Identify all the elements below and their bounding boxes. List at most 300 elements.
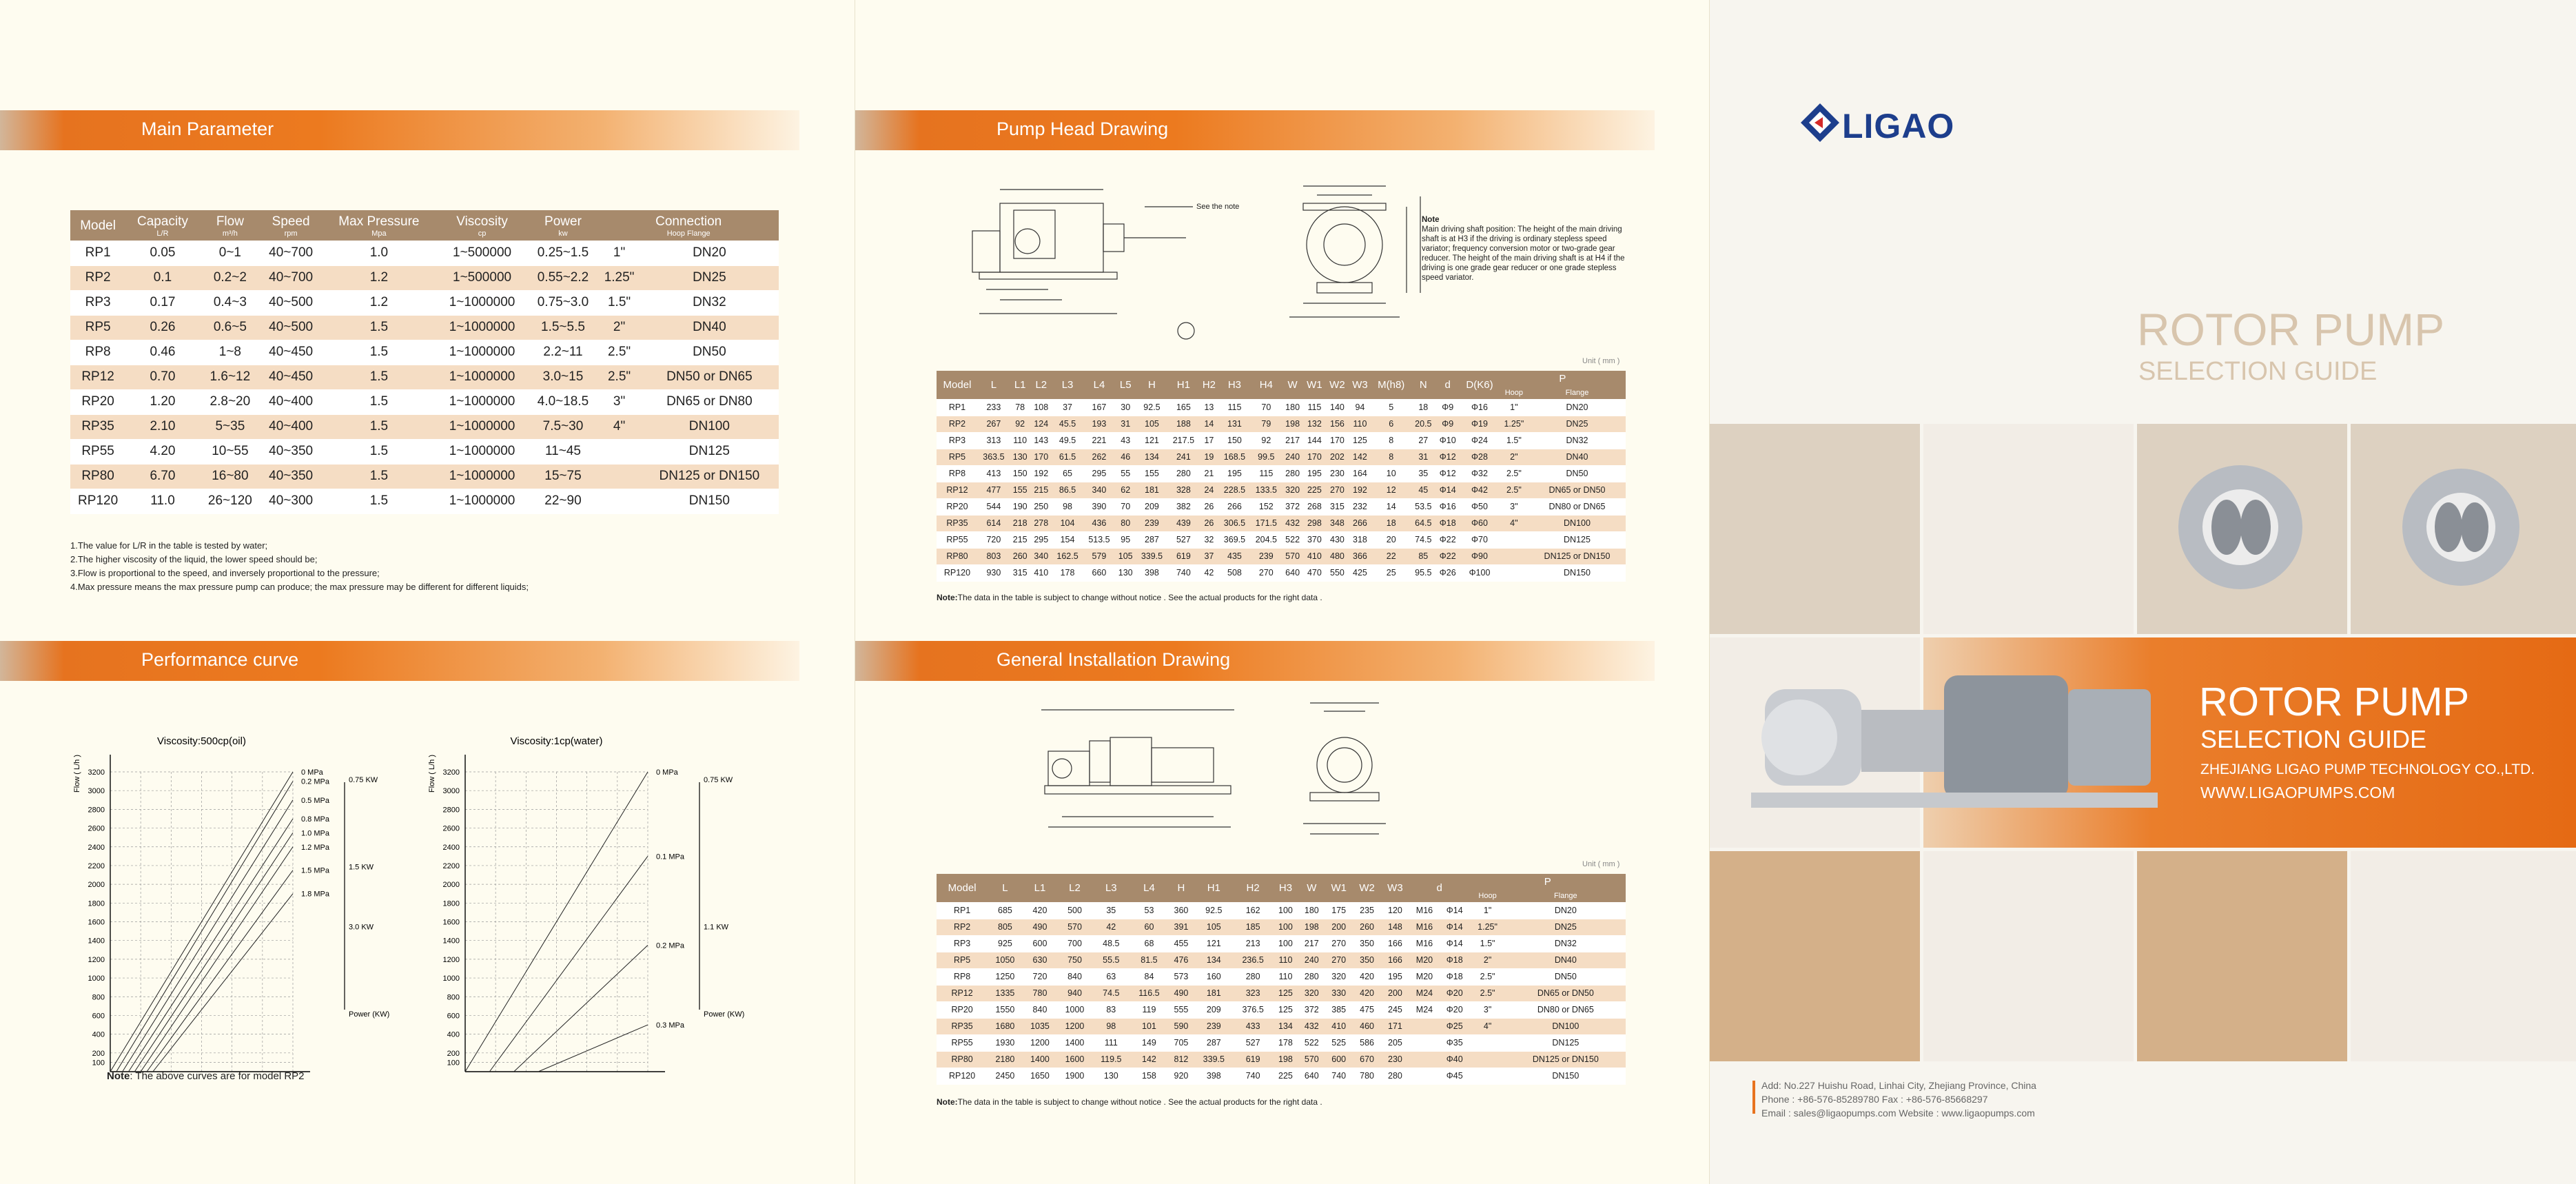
table-cell: 155	[1010, 482, 1031, 498]
pump-photo-tile	[1923, 424, 2134, 634]
table-cell: 215	[1010, 531, 1031, 548]
table-cell: 250	[1030, 498, 1052, 515]
table-header: L	[988, 874, 1023, 902]
table-cell: 1~1000000	[437, 365, 528, 389]
table-cell: 213	[1234, 935, 1273, 952]
drawing-note	[1422, 215, 1628, 283]
table-cell: 99.5	[1250, 449, 1282, 465]
y-tick-label: 1600	[442, 918, 460, 927]
table-cell: 215	[1030, 482, 1052, 498]
table-cell: 803	[978, 548, 1010, 564]
table-cell: 241	[1167, 449, 1199, 465]
table-header: W2	[1353, 874, 1381, 902]
table-cell: 192	[1349, 482, 1371, 498]
table-cell: 192	[1030, 465, 1052, 482]
table-cell: RP1	[937, 399, 978, 416]
table-cell: RP12	[70, 365, 125, 389]
table-cell: 812	[1168, 1051, 1194, 1068]
table-cell: 270	[1326, 482, 1349, 498]
table-cell: DN100	[1506, 1018, 1626, 1034]
y-tick-label: 1000	[88, 974, 105, 983]
table-cell: 4.20	[125, 439, 200, 464]
table-cell: 570	[1298, 1051, 1325, 1068]
table-header: L4	[1083, 371, 1115, 399]
table-cell: 130	[1010, 449, 1031, 465]
table-cell: 74.5	[1411, 531, 1435, 548]
section-title: Pump Head Drawing	[996, 119, 1169, 139]
table-cell: 460	[1353, 1018, 1381, 1034]
table-cell: 200	[1381, 985, 1409, 1001]
table-cell: 1035	[1023, 1018, 1058, 1034]
table-cell: DN150	[1529, 564, 1626, 581]
table-cell: 360	[1168, 902, 1194, 919]
table-cell: 217	[1282, 432, 1303, 449]
table-cell: 260	[1353, 919, 1381, 935]
table-cell: DN32	[1529, 432, 1626, 449]
pump-head-note	[937, 593, 1322, 602]
table-cell: 162	[1234, 902, 1273, 919]
installation-table	[937, 874, 1626, 1085]
table-cell: RP120	[937, 564, 978, 581]
table-cell: DN150	[640, 489, 779, 513]
y-tick-label: 400	[447, 1030, 460, 1039]
table-cell: 369.5	[1218, 531, 1250, 548]
unit-label: Unit ( mm )	[1582, 860, 1620, 868]
table-cell: 84	[1130, 968, 1168, 985]
table-cell: 40~350	[260, 464, 321, 489]
table-cell	[1469, 1068, 1505, 1084]
table-cell: 262	[1083, 449, 1115, 465]
table-header: L2	[1057, 874, 1092, 902]
header-unit: Hoop Flange	[666, 229, 711, 238]
table-cell: 53.5	[1411, 498, 1435, 515]
cover-panel	[1709, 0, 2576, 1184]
company-name: ZHEJIANG LIGAO PUMP TECHNOLOGY CO.,LTD.	[2200, 762, 2535, 777]
table-cell: 26~120	[200, 489, 260, 513]
y-tick-label: 3000	[442, 787, 460, 796]
table-cell: 70	[1250, 399, 1282, 416]
table-header: W	[1298, 874, 1325, 902]
table-cell: 65	[1052, 465, 1083, 482]
table-cell: 1400	[1057, 1034, 1092, 1051]
performance-charts	[69, 731, 841, 1075]
table-cell: Φ10	[1435, 432, 1460, 449]
table-cell: 1.20	[125, 389, 200, 414]
table-cell: 111	[1092, 1034, 1130, 1051]
table-cell: 363.5	[978, 449, 1010, 465]
table-cell: RP1	[937, 902, 988, 919]
table-cell: 614	[978, 515, 1010, 531]
table-row	[937, 985, 1626, 1001]
table-cell: 1~1000000	[437, 340, 528, 365]
power-label: Power (KW)	[704, 1010, 745, 1019]
table-cell: Φ14	[1435, 482, 1460, 498]
table-cell: 600	[1023, 935, 1058, 952]
phone: Phone : +86-576-85289780 Fax : +86-576-85668297	[1761, 1094, 1988, 1105]
table-cell: M24	[1409, 985, 1440, 1001]
table-header	[260, 210, 321, 241]
y-tick-label: 1000	[442, 974, 460, 983]
table-cell: 171	[1381, 1018, 1409, 1034]
table-cell: 0.4~3	[200, 290, 260, 315]
table-cell: 63	[1092, 968, 1130, 985]
table-header: H4	[1250, 371, 1282, 399]
table-cell: 148	[1381, 919, 1409, 935]
table-cell: 20.5	[1411, 416, 1435, 432]
table-cell: 280	[1381, 1068, 1409, 1084]
table-cell: RP80	[937, 1051, 988, 1068]
table-cell	[1469, 1051, 1505, 1068]
header-label: Flow	[216, 214, 244, 229]
y-tick-label: 2400	[442, 843, 460, 852]
table-cell: 2.5"	[1500, 482, 1529, 498]
table-cell: 1.2	[321, 290, 436, 315]
table-cell: 435	[1218, 548, 1250, 564]
table-cell: 640	[1282, 564, 1303, 581]
table-cell: 1"	[598, 241, 640, 265]
table-cell: 14	[1199, 416, 1218, 432]
table-cell: 1~1000000	[437, 290, 528, 315]
table-cell: 125	[1273, 1001, 1299, 1018]
table-header: H	[1136, 371, 1168, 399]
header-unit: L/R	[156, 229, 169, 238]
table-cell: 287	[1136, 531, 1168, 548]
table-subheader: Flange	[1506, 890, 1626, 902]
table-cell: 1.5	[321, 414, 436, 439]
series-line	[141, 847, 293, 1072]
table-cell	[1500, 531, 1529, 548]
table-cell: 0.05	[125, 241, 200, 265]
table-cell: 2.2~11	[528, 340, 599, 365]
table-cell: 1.5	[321, 464, 436, 489]
table-cell: 2.5"	[1500, 465, 1529, 482]
pump-head-drawing-header	[855, 110, 1655, 150]
table-header: D(K6)	[1460, 371, 1500, 399]
table-cell: 740	[1167, 564, 1199, 581]
table-header: W	[1282, 371, 1303, 399]
table-cell: 339.5	[1136, 548, 1168, 564]
header-label: Power	[544, 214, 582, 229]
table-cell: Φ32	[1460, 465, 1500, 482]
table-row	[70, 315, 779, 340]
table-row	[937, 902, 1626, 919]
table-cell: 1.2	[321, 265, 436, 290]
table-cell: 105	[1136, 416, 1168, 432]
table-header-row	[937, 874, 1626, 890]
main-parameter-header	[0, 110, 799, 150]
table-cell: 4.0~18.5	[528, 389, 599, 414]
table-row	[937, 564, 1626, 581]
cover-title-light: ROTOR PUMP	[2137, 304, 2445, 355]
table-cell: 92.5	[1194, 902, 1234, 919]
note-label: Note:	[937, 1097, 958, 1107]
table-row	[937, 1001, 1626, 1018]
table-cell: 4"	[1500, 515, 1529, 531]
table-cell: 239	[1250, 548, 1282, 564]
table-cell: 168.5	[1218, 449, 1250, 465]
table-cell: 268	[1303, 498, 1326, 515]
y-tick-label: 2200	[442, 861, 460, 870]
table-cell: 1~1000000	[437, 464, 528, 489]
performance-curve-header	[0, 641, 799, 681]
table-cell: Φ19	[1460, 416, 1500, 432]
series-line	[129, 819, 294, 1072]
table-cell: 142	[1349, 449, 1371, 465]
note-line: 3.Flow is proportional to the speed, and inversely proportional to the pressure;	[70, 568, 380, 578]
table-cell: 49.5	[1052, 432, 1083, 449]
chart-title: Viscosity:500cp(oil)	[157, 735, 246, 747]
table-cell: 1~1000000	[437, 489, 528, 513]
table-header: P	[1469, 874, 1626, 890]
table-cell: 178	[1052, 564, 1083, 581]
note-line: 2.The higher viscosity of the liquid, the lower speed should be;	[70, 554, 318, 564]
table-cell: 31	[1115, 416, 1136, 432]
table-cell: Φ20	[1440, 1001, 1469, 1018]
table-cell: 200	[1325, 919, 1353, 935]
y-tick-label: 1800	[88, 899, 105, 908]
table-header	[321, 210, 436, 241]
table-header: L1	[1023, 874, 1058, 902]
table-cell: 1.0	[321, 241, 436, 265]
table-cell: 439	[1167, 515, 1199, 531]
power-label: Power (KW)	[349, 1010, 390, 1019]
table-cell: 225	[1303, 482, 1326, 498]
y-tick-label: 2200	[88, 861, 105, 870]
table-cell: RP35	[937, 1018, 988, 1034]
table-cell: 3"	[1500, 498, 1529, 515]
pump-product-photo	[1724, 606, 2171, 868]
table-cell: 235	[1353, 902, 1381, 919]
table-cell: RP20	[937, 1001, 988, 1018]
header-unit: m³/h	[222, 229, 238, 238]
table-cell: 13	[1199, 399, 1218, 416]
table-cell: 372	[1282, 498, 1303, 515]
table-cell: 150	[1218, 432, 1250, 449]
table-cell: DN125	[1506, 1034, 1626, 1051]
table-cell: 925	[988, 935, 1023, 952]
table-cell: 188	[1167, 416, 1199, 432]
note-text: Main driving shaft position: The height of the main driving shaft is at H3 if the driving is ordinary stepless speed variator; frequency conversion motor or two-grade gear reducer. The height of the main driving shaft is at H4 if the driving is one grade gear reducer or one grade stepless speed variator.	[1422, 225, 1625, 282]
table-cell: 152	[1250, 498, 1282, 515]
table-cell: 98	[1092, 1018, 1130, 1034]
table-cell: 1680	[988, 1018, 1023, 1034]
table-cell: 20	[1371, 531, 1411, 548]
table-cell: RP55	[70, 439, 125, 464]
table-row	[937, 449, 1626, 465]
header-label: Max Pressure	[338, 214, 420, 229]
table-row	[937, 531, 1626, 548]
table-cell: 45	[1411, 482, 1435, 498]
drawing-panel	[855, 0, 1709, 1184]
table-cell: 8	[1371, 449, 1411, 465]
table-header	[598, 210, 779, 241]
table-cell: 155	[1136, 465, 1168, 482]
series-line	[465, 772, 648, 1072]
y-tick-label: 100	[92, 1059, 105, 1068]
table-cell: 105	[1194, 919, 1234, 935]
table-header: d	[1409, 874, 1470, 902]
table-cell: 410	[1303, 548, 1326, 564]
table-cell: 221	[1083, 432, 1115, 449]
table-cell	[1500, 564, 1529, 581]
table-cell: 0~1	[200, 241, 260, 265]
series-line	[153, 894, 293, 1072]
table-cell: 125	[1349, 432, 1371, 449]
table-cell: 740	[1325, 1068, 1353, 1084]
table-cell: 2180	[988, 1051, 1023, 1068]
table-cell: 85	[1411, 548, 1435, 564]
table-cell: Φ90	[1460, 548, 1500, 564]
series-label: 0.3 MPa	[656, 1021, 684, 1030]
table-cell: Φ22	[1435, 531, 1460, 548]
table-cell: Φ12	[1435, 449, 1460, 465]
table-cell: 19	[1199, 449, 1218, 465]
table-cell	[1409, 1051, 1440, 1068]
table-cell: 1~1000000	[437, 414, 528, 439]
y-tick-label: 2400	[88, 843, 105, 852]
table-cell: 410	[1030, 564, 1052, 581]
y-tick-label: 1400	[442, 937, 460, 946]
table-cell: 2"	[1469, 952, 1505, 968]
table-header-row	[937, 371, 1626, 387]
table-row	[937, 432, 1626, 449]
table-cell: 280	[1282, 465, 1303, 482]
y-tick-label: 2600	[442, 824, 460, 833]
table-cell: 376.5	[1234, 1001, 1273, 1018]
table-row	[70, 439, 779, 464]
table-cell: 2.5"	[598, 365, 640, 389]
header-label: Viscosity	[456, 214, 508, 229]
table-cell: Φ9	[1435, 399, 1460, 416]
table-cell: DN25	[1506, 919, 1626, 935]
table-row	[937, 482, 1626, 498]
table-cell: 660	[1083, 564, 1115, 581]
table-cell: 350	[1353, 935, 1381, 952]
table-cell: 579	[1083, 548, 1115, 564]
table-cell: 1.25"	[1469, 919, 1505, 935]
table-cell: 0.75~3.0	[528, 290, 599, 315]
table-cell: 60	[1130, 919, 1168, 935]
table-cell: 2.5"	[598, 340, 640, 365]
table-cell: DN50 or DN65	[640, 365, 779, 389]
note-label: Note:	[937, 593, 958, 602]
logo-text: LIGAO	[1842, 107, 1955, 145]
table-cell: DN20	[1529, 399, 1626, 416]
table-cell: 119.5	[1092, 1051, 1130, 1068]
y-axis-label: Flow ( L/h )	[73, 754, 81, 793]
see-note-label: See the note	[1196, 203, 1240, 211]
header-unit: kw	[558, 229, 568, 238]
contact-info	[1761, 1079, 2036, 1120]
table-cell: 390	[1083, 498, 1115, 515]
table-cell: 3.0~15	[528, 365, 599, 389]
table-cell: 35	[1411, 465, 1435, 482]
table-cell: DN50	[1506, 968, 1626, 985]
table-cell: 700	[1057, 935, 1092, 952]
installation-drawing-header	[855, 641, 1655, 681]
table-cell: 40~700	[260, 265, 321, 290]
table-header: H2	[1234, 874, 1273, 902]
table-cell: 1650	[1023, 1068, 1058, 1084]
table-cell: 80	[1115, 515, 1136, 531]
table-header: W2	[1326, 371, 1349, 399]
table-cell: 586	[1353, 1034, 1381, 1051]
table-cell: DN25	[1529, 416, 1626, 432]
table-cell: 4"	[598, 414, 640, 439]
pump-photo-tile	[1710, 851, 1920, 1061]
table-cell: DN125 or DN150	[1529, 548, 1626, 564]
table-cell: 1.5	[321, 365, 436, 389]
table-cell: 37	[1199, 548, 1218, 564]
table-cell: RP2	[937, 416, 978, 432]
table-header: L3	[1092, 874, 1130, 902]
table-cell: 1.5	[321, 489, 436, 513]
table-cell: RP120	[937, 1068, 988, 1084]
table-header: L3	[1052, 371, 1083, 399]
table-cell: DN40	[1506, 952, 1626, 968]
table-row	[937, 515, 1626, 531]
y-tick-label: 2000	[442, 881, 460, 890]
header-unit: cp	[478, 229, 487, 238]
series-label: 0 MPa	[301, 768, 323, 777]
table-cell: 1.5	[321, 389, 436, 414]
table-cell: 42	[1199, 564, 1218, 581]
table-cell: 1600	[1057, 1051, 1092, 1068]
y-tick-label: 800	[447, 993, 460, 1002]
table-cell: 1~500000	[437, 241, 528, 265]
table-header: H1	[1194, 874, 1234, 902]
table-row	[70, 389, 779, 414]
logo-icon	[1799, 102, 1841, 143]
table-cell: 350	[1353, 952, 1381, 968]
table-cell: 239	[1194, 1018, 1234, 1034]
pump-photo-tile	[1923, 851, 2134, 1061]
table-cell: 930	[978, 564, 1010, 581]
table-cell: 267	[978, 416, 1010, 432]
table-cell: DN40	[1529, 449, 1626, 465]
table-cell	[1469, 1034, 1505, 1051]
table-cell: RP3	[70, 290, 125, 315]
y-tick-label: 200	[447, 1049, 460, 1058]
note-label: Note	[107, 1070, 130, 1082]
table-cell: 1250	[988, 968, 1023, 985]
table-cell: RP12	[937, 985, 988, 1001]
table-cell: 158	[1130, 1068, 1168, 1084]
table-cell: 46	[1115, 449, 1136, 465]
table-cell	[1409, 1034, 1440, 1051]
installation-note	[937, 1097, 1322, 1107]
table-row	[937, 952, 1626, 968]
table-cell: RP20	[937, 498, 978, 515]
table-cell: 92	[1010, 416, 1031, 432]
series-label: 0.2 MPa	[301, 777, 329, 786]
table-cell: Φ20	[1440, 985, 1469, 1001]
y-tick-label: 1800	[442, 899, 460, 908]
table-cell: 130	[1092, 1068, 1130, 1084]
table-cell: 0.70	[125, 365, 200, 389]
table-cell: Φ14	[1440, 919, 1469, 935]
table-cell: 125	[1273, 985, 1299, 1001]
table-cell: 1~8	[200, 340, 260, 365]
table-cell: 120	[1381, 902, 1409, 919]
series-line	[538, 1025, 648, 1072]
power-label: 1.1 KW	[704, 923, 729, 932]
table-cell: Φ12	[1435, 465, 1460, 482]
table-cell: 101	[1130, 1018, 1168, 1034]
table-cell: 270	[1325, 952, 1353, 968]
table-cell: 142	[1130, 1051, 1168, 1068]
table-cell: 209	[1136, 498, 1168, 515]
